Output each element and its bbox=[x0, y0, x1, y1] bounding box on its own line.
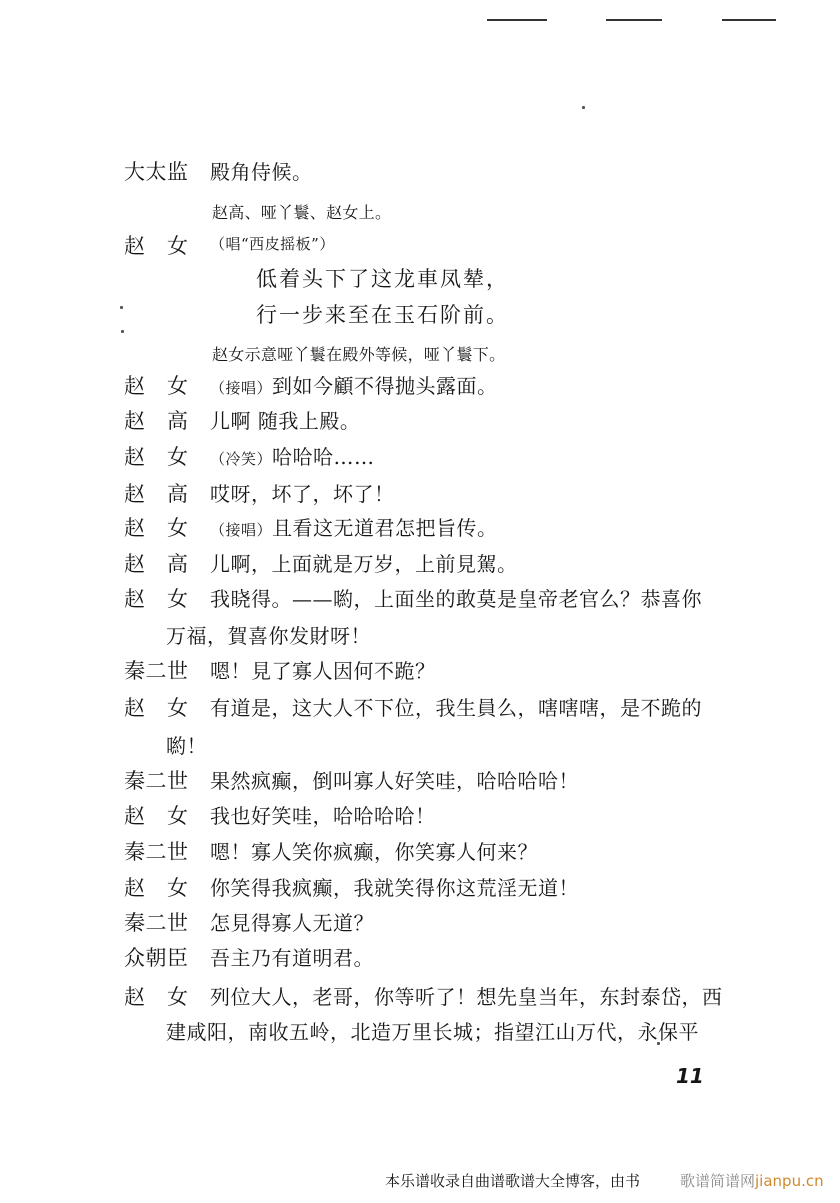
speaker-name: 赵女 bbox=[124, 587, 188, 611]
speaker-name: 赵女 bbox=[124, 516, 188, 540]
scan-speck bbox=[121, 330, 124, 333]
stage-direction: 赵女示意哑丫鬟在殿外等候，哑丫鬟下。 bbox=[212, 345, 506, 364]
dialogue-continuation: 建咸阳，南收五岭，北造万里长城；指望江山万代，永保平 bbox=[166, 1020, 699, 1044]
dialogue-content: 有道是，这大人不下位，我生員么，嗐嗐嗐，是不跪的 bbox=[210, 696, 702, 720]
speaker-name: 赵女 bbox=[124, 804, 188, 828]
dialogue-text bbox=[210, 765, 579, 794]
dialogue-content: 儿啊 随我上殿。 bbox=[210, 409, 361, 433]
dialogue-content: 怎見得寡人无道？ bbox=[210, 911, 374, 935]
scan-speck bbox=[120, 306, 123, 309]
dialogue-content: 殿角侍候。 bbox=[210, 160, 313, 184]
dialogue-text bbox=[210, 583, 702, 612]
page-number: 11 bbox=[676, 1064, 704, 1088]
dialogue-text bbox=[210, 800, 436, 829]
dialogue-content: 我也好笑哇，哈哈哈哈！ bbox=[210, 804, 436, 828]
dialogue-text bbox=[210, 405, 360, 434]
speaker-name: 赵女 bbox=[124, 696, 188, 720]
dialogue-content: 嗯！見了寡人因何不跪？ bbox=[210, 659, 436, 683]
dialogue-continuation: 喲！ bbox=[166, 734, 207, 758]
dialogue-text bbox=[210, 872, 579, 901]
dialogue-text bbox=[210, 370, 498, 399]
dialogue-text bbox=[210, 907, 374, 936]
dialogue-text bbox=[210, 156, 313, 185]
stage-direction-inline: （接唱） bbox=[210, 379, 273, 397]
speaker-name: 赵女 bbox=[124, 234, 188, 258]
speaker-name: 赵女 bbox=[124, 985, 188, 1009]
speaker-name: 赵高 bbox=[124, 552, 188, 576]
dialogue-content: 你笑得我疯癫，我就笑得你这荒淫无道！ bbox=[210, 876, 579, 900]
speaker-name: 赵女 bbox=[124, 876, 188, 900]
sung-verse: 低着头下了这龙車凤辇， bbox=[256, 267, 509, 291]
dialogue-text bbox=[210, 692, 702, 721]
dialogue-text bbox=[210, 441, 375, 470]
speaker-name: 秦二世 bbox=[124, 840, 188, 864]
speaker-name: 秦二世 bbox=[124, 911, 188, 935]
stage-direction: 赵高、哑丫鬟、赵女上。 bbox=[212, 203, 392, 222]
dialogue-text bbox=[210, 230, 335, 254]
dialogue-text bbox=[210, 942, 374, 971]
dialogue-text bbox=[210, 512, 498, 541]
watermark bbox=[680, 1170, 824, 1191]
watermark-site: 歌谱简谱网 bbox=[680, 1172, 756, 1190]
stage-direction-inline: （接唱） bbox=[210, 521, 273, 539]
footer-credit: 本乐谱收录自曲谱歌谱大全博客，由书 bbox=[385, 1172, 641, 1190]
dialogue-content: 哈哈哈…… bbox=[272, 445, 375, 469]
scan-speck bbox=[582, 106, 585, 109]
speaker-name: 众朝臣 bbox=[124, 946, 188, 970]
watermark-domain: jianpu.cn bbox=[755, 1172, 824, 1190]
dialogue-content: 哎呀，坏了，坏了！ bbox=[210, 482, 395, 506]
dialogue-text bbox=[210, 655, 436, 684]
dialogue-content: 到如今顧不得抛头露面。 bbox=[272, 374, 498, 398]
sung-verse: 行一步来至在玉石阶前。 bbox=[256, 303, 509, 327]
dialogue-text bbox=[210, 981, 723, 1010]
header-rule-right bbox=[722, 19, 776, 21]
dialogue-continuation: 万福，賀喜你发財呀！ bbox=[166, 624, 371, 648]
header-rule-middle bbox=[606, 19, 662, 21]
stage-direction-inline: （冷笑） bbox=[210, 450, 273, 468]
dialogue-text bbox=[210, 548, 518, 577]
speaker-name: 赵高 bbox=[124, 409, 188, 433]
dialogue-content: 列位大人，老哥，你等听了！想先皇当年，东封泰岱，西 bbox=[210, 985, 723, 1009]
speaker-name: 大太监 bbox=[124, 160, 188, 184]
speaker-name: 赵高 bbox=[124, 482, 188, 506]
dialogue-content: 且看这无道君怎把旨传。 bbox=[272, 516, 498, 540]
dialogue-content: 嗯！寡人笑你疯癫，你笑寡人何来？ bbox=[210, 840, 538, 864]
dialogue-text bbox=[210, 836, 538, 865]
stage-direction-inline: （唱“西皮摇板”） bbox=[210, 235, 335, 253]
speaker-name: 赵女 bbox=[124, 374, 188, 398]
speaker-name: 秦二世 bbox=[124, 769, 188, 793]
speaker-name: 赵女 bbox=[124, 445, 188, 469]
dialogue-content: 果然疯癫，倒叫寡人好笑哇，哈哈哈哈！ bbox=[210, 769, 579, 793]
header-rule-left bbox=[487, 19, 547, 21]
dialogue-content: 我晓得。——喲，上面坐的敢莫是皇帝老官么？恭喜你 bbox=[210, 587, 702, 611]
dialogue-content: 儿啊，上面就是万岁，上前見駕。 bbox=[210, 552, 518, 576]
speaker-name: 秦二世 bbox=[124, 659, 188, 683]
dialogue-content: 吾主乃有道明君。 bbox=[210, 946, 374, 970]
dialogue-text bbox=[210, 478, 395, 507]
